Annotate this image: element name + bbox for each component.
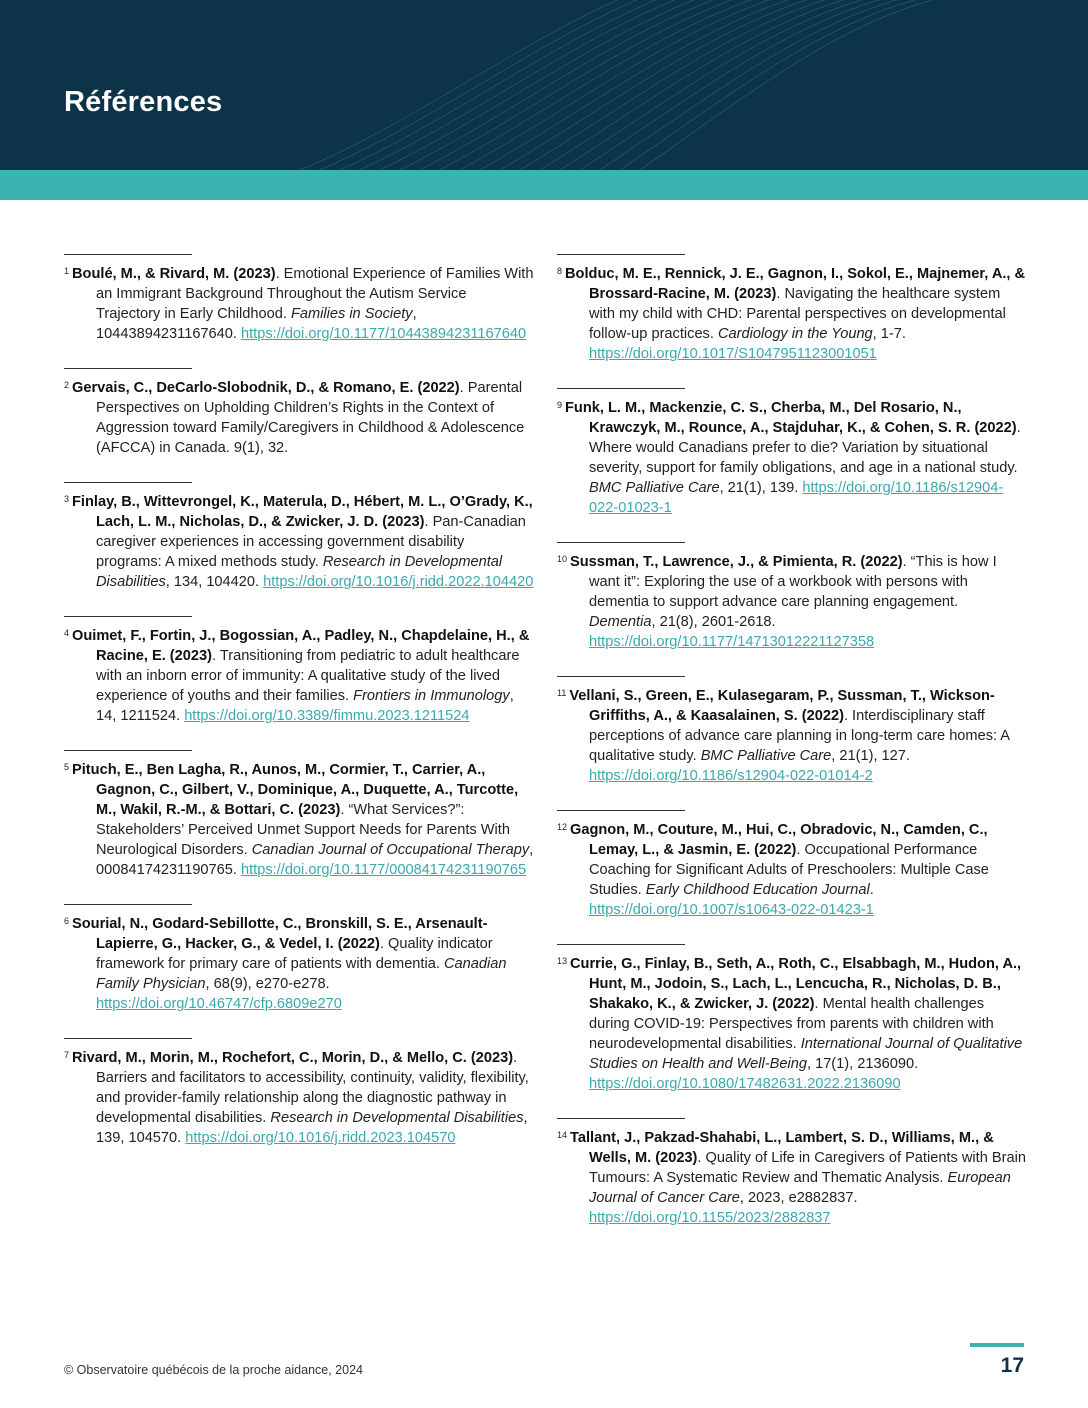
reference-text [64, 623, 534, 726]
reference-doi-link[interactable]: https://doi.org/10.1155/2023/2882837 [589, 1210, 831, 1226]
reference-title: . “This is how I want it”: Exploring the use of a workbook with persons with dementia to support advance care planning engagement. [589, 554, 997, 610]
reference-item [557, 388, 1027, 518]
reference-doi-link[interactable]: https://doi.org/10.1016/j.ridd.2023.104570 [185, 1130, 456, 1146]
footnote-rule [64, 750, 192, 751]
reference-details: , 134, 104420. [165, 574, 264, 590]
reference-title: . Parental Perspectives on Upholding Children’s Rights in the Context of Aggression toward Family/Caregivers in Childhood & Adolescence (AFCCA) in Canada. 9(1), 32. [96, 380, 525, 456]
reference-title: . Transitioning from pediatric to adult healthcare with an inborn error of immunity: A qualitative study of the lived experience of youths and their families. [96, 648, 520, 704]
reference-doi-link[interactable]: https://doi.org/10.1177/14713012221127358 [589, 634, 875, 650]
reference-text [64, 757, 534, 880]
references-column-left [64, 254, 534, 1172]
reference-authors: Ouimet, F., Fortin, J., Bogossian, A., Padley, N., Chapdelaine, H., & Racine, E. (2023) [72, 628, 530, 664]
reference-number: 7 [64, 1050, 70, 1060]
reference-text [557, 395, 1027, 518]
reference-authors: Pituch, E., Ben Lagha, R., Aunos, M., Cormier, T., Carrier, A., Gagnon, C., Gilbert, V., Dominique, A., Duquette, A., Turcotte, M., Wakil, R.-M., & Bottari, C. (2023) [72, 762, 519, 818]
reference-number: 6 [64, 916, 70, 926]
reference-number: 11 [557, 688, 567, 698]
reference-journal: International Journal of Qualitative Studies on Health and Well-Being [589, 1036, 1023, 1072]
reference-title: . Where would Canadians prefer to die? Variation by situational severity, support for family obligations, and age in a national study. [589, 420, 1021, 476]
reference-authors: Gagnon, M., Couture, M., Hui, C., Obradovic, N., Camden, C., Lemay, L., & Jasmin, E. (2022) [570, 822, 988, 858]
reference-journal: Frontiers in Immunology [353, 688, 510, 704]
reference-number: 9 [557, 400, 563, 410]
header-accent-band [0, 170, 1088, 200]
reference-doi-link[interactable]: https://doi.org/10.46747/cfp.6809e270 [96, 996, 342, 1012]
reference-text [557, 1125, 1027, 1228]
footnote-rule [64, 368, 192, 369]
reference-authors: Currie, G., Finlay, B., Seth, A., Roth, C., Elsabbagh, M., Hudon, A., Hunt, M., Jodoin, S., Lach, L., Lencucha, R., Nicholas, D. B., Shakako, K., & Zwicker, J. (2022) [570, 956, 1022, 1012]
reference-number: 2 [64, 380, 70, 390]
header-wave-decoration [0, 0, 1088, 170]
reference-text [64, 1045, 534, 1148]
reference-details: , 21(1), 127. [831, 748, 910, 764]
reference-title: . Emotional Experience of Families With an Immigrant Background Throughout the Autism Service Trajectory in Early Childhood. [96, 266, 534, 322]
reference-text [557, 817, 1027, 920]
reference-number: 3 [64, 494, 70, 504]
reference-journal: Early Childhood Education Journal [645, 882, 870, 898]
reference-authors: Vellani, S., Green, E., Kulasegaram, P., Sussman, T., Wickson-Griffiths, A., & Kaasalainen, S. (2022) [569, 688, 995, 724]
reference-item [64, 1038, 534, 1148]
reference-item [64, 616, 534, 726]
reference-item [557, 542, 1027, 652]
reference-number: 14 [557, 1130, 568, 1140]
reference-title: . Navigating the healthcare system with my child with CHD: Parental perspectives on developmental follow-up practices. [589, 286, 1006, 342]
reference-journal: Canadian Family Physician [96, 956, 507, 992]
references-column-right [557, 254, 1027, 1252]
reference-title: . “What Services?”: Stakeholders’ Perceived Unmet Support Needs for Parents With Neurological Disorders. [96, 802, 510, 858]
reference-number: 4 [64, 628, 70, 638]
reference-authors: Funk, L. M., Mackenzie, C. S., Cherba, M., Del Rosario, N., Krawczyk, M., Rounce, A., Stajduhar, K., & Cohen, S. R. (2022) [565, 400, 1017, 436]
reference-doi-link[interactable]: https://doi.org/10.1177/00084174231190765 [241, 862, 527, 878]
reference-title: . Barriers and facilitators to accessibility, continuity, validity, flexibility, and provider-family relationship along the diagnostic pathway in developmental disabilities. [96, 1050, 529, 1126]
reference-item [64, 254, 534, 344]
reference-journal: Research in Developmental Disabilities [96, 554, 503, 590]
reference-text [64, 375, 534, 458]
reference-details: , 21(8), 2601-2618. [651, 614, 776, 630]
reference-details: , 14, 1211524. [96, 688, 514, 724]
reference-journal: European Journal of Cancer Care [589, 1170, 1011, 1206]
reference-title: . Mental health challenges during COVID-19: Perspectives from parents with children with neurodevelopmental disabilities. [589, 996, 994, 1052]
reference-authors: Finlay, B., Wittevrongel, K., Materula, D., Hébert, M. L., O’Grady, K., Lach, L. M., Nicholas, D., & Zwicker, J. D. (2023) [72, 494, 533, 530]
reference-details: , 10443894231167640. [96, 306, 417, 342]
footer-copyright: © Observatoire québécois de la proche aidance, 2024 [64, 1363, 363, 1377]
reference-journal: Dementia [589, 614, 652, 630]
reference-details: . [869, 882, 874, 898]
reference-doi-link[interactable]: https://doi.org/10.1007/s10643-022-01423-1 [589, 902, 874, 918]
reference-item [557, 676, 1027, 786]
footnote-rule [557, 944, 685, 945]
reference-doi-link[interactable]: https://doi.org/10.1016/j.ridd.2022.104420 [263, 574, 534, 590]
reference-item [557, 810, 1027, 920]
reference-text [64, 911, 534, 1014]
reference-item [64, 750, 534, 880]
reference-details: , 21(1), 139. [719, 480, 803, 496]
reference-text [557, 683, 1027, 786]
footnote-rule [64, 616, 192, 617]
footnote-rule [64, 1038, 192, 1039]
reference-doi-link[interactable]: https://doi.org/10.1080/17482631.2022.2136090 [589, 1076, 901, 1092]
reference-title: . Interdisciplinary staff perceptions of advance care planning in long-term care homes: A qualitative study. [589, 708, 1010, 764]
reference-title: . Pan-Canadian caregiver experiences in accessing government disability programs: A mixed methods study. [96, 514, 526, 570]
reference-number: 5 [64, 762, 70, 772]
reference-details: , 1-7. [872, 326, 906, 342]
footnote-rule [64, 482, 192, 483]
reference-number: 12 [557, 822, 568, 832]
reference-authors: Rivard, M., Morin, M., Rochefort, C., Morin, D., & Mello, C. (2023) [72, 1050, 514, 1066]
reference-authors: Sussman, T., Lawrence, J., & Pimienta, R. (2022) [570, 554, 903, 570]
footnote-rule [557, 254, 685, 255]
reference-journal: BMC Palliative Care [589, 480, 720, 496]
reference-title: . Quality of Life in Caregivers of Patients with Brain Tumours: A Systematic Review and Thematic Analysis. [589, 1150, 1026, 1186]
reference-title: . Occupational Performance Coaching for Significant Adults of Preschoolers: Multiple Case Studies. [589, 842, 989, 898]
footnote-rule [557, 542, 685, 543]
reference-details: , 17(1), 2136090. [806, 1056, 919, 1072]
page-header [0, 0, 1088, 170]
reference-text [64, 489, 534, 592]
reference-details: , 68(9), e270-e278. [205, 976, 330, 992]
reference-doi-link[interactable]: https://doi.org/10.3389/fimmu.2023.1211524 [184, 708, 470, 724]
reference-doi-link[interactable]: https://doi.org/10.1177/10443894231167640 [241, 326, 527, 342]
reference-title: . Quality indicator framework for primary care of patients with dementia. [96, 936, 493, 972]
footnote-rule [557, 388, 685, 389]
reference-number: 10 [557, 554, 568, 564]
reference-number: 8 [557, 266, 563, 276]
reference-item [64, 482, 534, 592]
reference-number: 1 [64, 266, 70, 276]
reference-details: , 2023, e2882837. [739, 1190, 858, 1206]
reference-item [557, 254, 1027, 364]
reference-number: 13 [557, 956, 568, 966]
footnote-rule [557, 1118, 685, 1119]
footnote-rule [64, 254, 192, 255]
reference-text [557, 549, 1027, 652]
page-number-accent [970, 1343, 1024, 1347]
footnote-rule [557, 810, 685, 811]
reference-details: , 139, 104570. [96, 1110, 528, 1146]
reference-authors: Sourial, N., Godard-Sebillotte, C., Bronskill, S. E., Arsenault-Lapierre, G., Hacker, G., & Vedel, I. (2022) [72, 916, 488, 952]
reference-doi-link[interactable]: https://doi.org/10.1186/s12904-022-01014-2 [589, 768, 873, 784]
reference-authors: Tallant, J., Pakzad-Shahabi, L., Lambert, S. D., Williams, M., & Wells, M. (2023) [570, 1130, 994, 1166]
reference-journal: Cardiology in the Young [717, 326, 873, 342]
reference-authors: Bolduc, M. E., Rennick, J. E., Gagnon, I., Sokol, E., Majnemer, A., & Brossard-Racine, M. (2023) [565, 266, 1026, 302]
reference-doi-link[interactable]: https://doi.org/10.1017/S1047951123001051 [589, 346, 877, 362]
reference-journal: Families in Society [290, 306, 413, 322]
reference-authors: Boulé, M., & Rivard, M. (2023) [72, 266, 276, 282]
footnote-rule [64, 904, 192, 905]
reference-item [557, 944, 1027, 1094]
reference-doi-link[interactable]: https://doi.org/10.1186/s12904-022-01023-1 [589, 480, 1004, 516]
reference-text [557, 951, 1027, 1094]
reference-text [64, 261, 534, 344]
reference-item [557, 1118, 1027, 1228]
footnote-rule [557, 676, 685, 677]
reference-journal: Research in Developmental Disabilities [270, 1110, 524, 1126]
reference-authors: Gervais, C., DeCarlo-Slobodnik, D., & Romano, E. (2022) [72, 380, 460, 396]
reference-journal: BMC Palliative Care [700, 748, 832, 764]
page-number: 17 [1000, 1354, 1024, 1377]
page-title: Références [64, 86, 223, 118]
reference-item [64, 368, 534, 458]
reference-item [64, 904, 534, 1014]
reference-details: , 00084174231190765. [96, 842, 534, 878]
reference-journal: Canadian Journal of Occupational Therapy [251, 842, 530, 858]
reference-text [557, 261, 1027, 364]
